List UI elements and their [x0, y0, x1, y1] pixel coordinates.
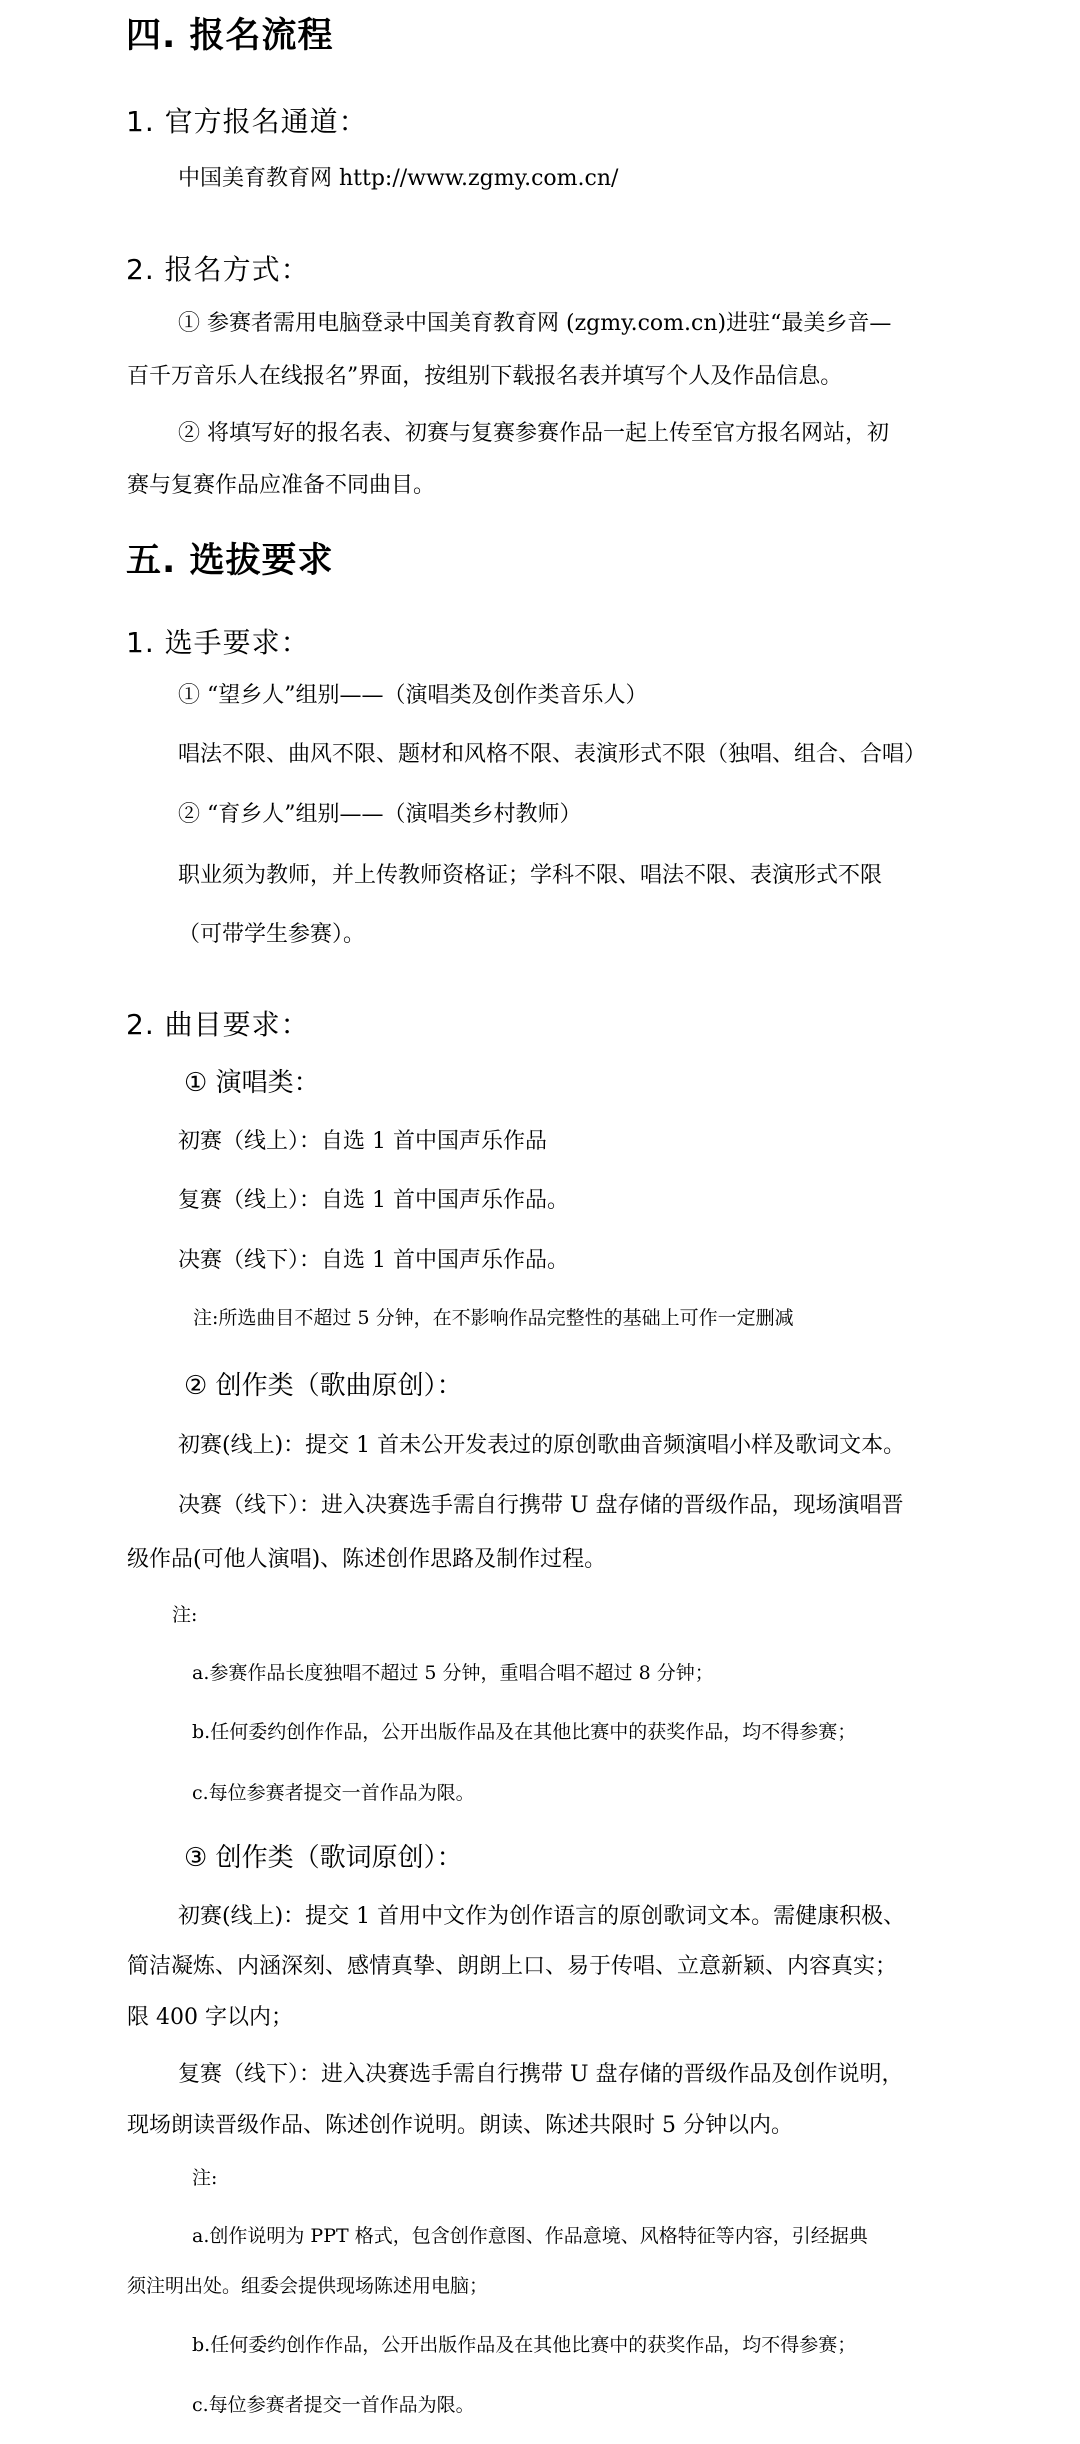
- song-creation-note-c: c.每位参赛者提交一首作品为限。: [192, 1782, 475, 1804]
- lyric-creation-round-1-line-3: 限 400 字以内；: [127, 2005, 293, 2030]
- song-creation-heading: ② 创作类（歌曲原创）：: [184, 1371, 463, 1401]
- group-1-description: 唱法不限、曲风不限、题材和风格不限、表演形式不限（独唱、组合、合唱）: [178, 742, 927, 767]
- group-2-description-line-2: （可带学生参赛）。: [178, 922, 366, 947]
- group-2-description-line-1: 职业须为教师，并上传教师资格证；学科不限、唱法不限、表演形式不限: [178, 863, 883, 888]
- registration-method-heading: 2. 报名方式：: [126, 253, 310, 286]
- group-2-title: ② “育乡人”组别——（演唱类乡村教师）: [178, 802, 582, 827]
- registration-channel-heading: 1. 官方报名通道：: [126, 105, 368, 138]
- lyric-creation-round-1-line-2: 简洁凝炼、内涵深刻、感情真挚、朗朗上口、易于传唱、立意新颖、内容真实；: [127, 1954, 898, 1979]
- lyric-creation-note-a-line-2: 须注明出处。组委会提供现场陈述用电脑；: [127, 2275, 489, 2297]
- lyric-creation-round-2-line-1: 复赛（线下）：进入决赛选手需自行携带 U 盘存储的晋级作品及创作说明，: [178, 2062, 904, 2087]
- section4-title: 四. 报名流程: [126, 16, 334, 56]
- method-paragraph-2-line-2: 赛与复赛作品应准备不同曲目。: [127, 473, 436, 498]
- group-1-title: ① “望乡人”组别——（演唱类及创作类音乐人）: [178, 683, 648, 708]
- lyric-creation-note-c: c.每位参赛者提交一首作品为限。: [192, 2394, 475, 2416]
- song-creation-note-a: a.参赛作品长度独唱不超过 5 分钟，重唱合唱不超过 8 分钟；: [192, 1662, 714, 1684]
- singing-note: 注:所选曲目不超过 5 分钟，在不影响作品完整性的基础上可作一定删减: [193, 1307, 794, 1329]
- lyric-creation-note-label: 注:: [192, 2167, 218, 2189]
- lyric-creation-round-1-line-1: 初赛(线上)：提交 1 首用中文作为创作语言的原创歌词文本。需健康积极、: [178, 1904, 906, 1929]
- method-paragraph-1-line-1: ① 参赛者需用电脑登录中国美育教育网 (zgmy.com.cn)进驻“最美乡音—: [178, 311, 892, 336]
- registration-channel-url: 中国美育教育网 http://www.zgmy.com.cn/: [178, 166, 619, 191]
- lyric-creation-note-a-line-1: a.创作说明为 PPT 格式，包含创作意图、作品意境、风格特征等内容，引经据典: [192, 2225, 868, 2247]
- song-creation-note-label: 注:: [172, 1604, 198, 1626]
- song-creation-final-line-1: 决赛（线下）：进入决赛选手需自行携带 U 盘存储的晋级作品，现场演唱晋: [178, 1493, 904, 1518]
- singing-round-3: 决赛（线下）：自选 1 首中国声乐作品。: [178, 1248, 569, 1273]
- singing-round-2: 复赛（线上）：自选 1 首中国声乐作品。: [178, 1188, 569, 1213]
- singing-category-heading: ① 演唱类：: [184, 1068, 320, 1098]
- lyric-creation-note-b: b.任何委约创作作品，公开出版作品及在其他比赛中的获奖作品，均不得参赛；: [192, 2334, 857, 2356]
- song-creation-note-b: b.任何委约创作作品，公开出版作品及在其他比赛中的获奖作品，均不得参赛；: [192, 1721, 857, 1743]
- section5-title: 五. 选拔要求: [126, 541, 334, 581]
- song-creation-final-line-2: 级作品(可他人演唱)、陈述创作思路及制作过程。: [127, 1547, 607, 1572]
- method-paragraph-2-line-1: ② 将填写好的报名表、初赛与复赛参赛作品一起上传至官方报名网站，初: [178, 421, 889, 446]
- lyric-creation-heading: ③ 创作类（歌词原创）：: [184, 1843, 463, 1873]
- song-creation-round-1: 初赛(线上)：提交 1 首未公开发表过的原创歌曲音频演唱小样及歌词文本。: [178, 1433, 906, 1458]
- method-paragraph-1-line-2: 百千万音乐人在线报名”界面，按组别下载报名表并填写个人及作品信息。: [127, 364, 843, 389]
- lyric-creation-round-2-line-2: 现场朗读晋级作品、陈述创作说明。朗读、陈述共限时 5 分钟以内。: [127, 2113, 793, 2138]
- song-requirements-heading: 2. 曲目要求：: [126, 1008, 310, 1041]
- player-requirements-heading: 1. 选手要求：: [126, 626, 310, 659]
- singing-round-1: 初赛（线上）：自选 1 首中国声乐作品: [178, 1129, 547, 1154]
